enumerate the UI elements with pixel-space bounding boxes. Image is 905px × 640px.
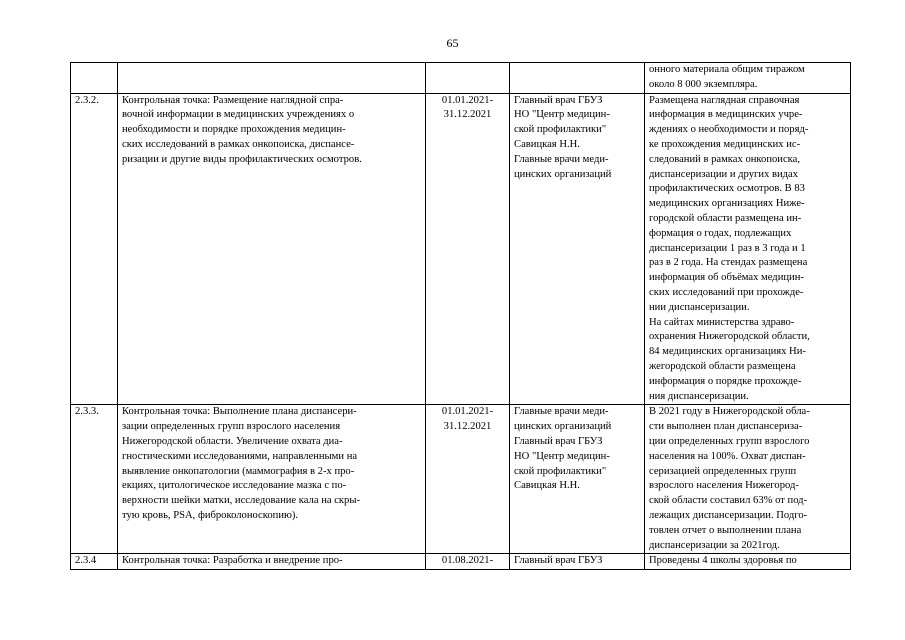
table-row	[71, 554, 851, 570]
item-number-cell	[71, 63, 118, 94]
responsible-cell	[510, 63, 645, 94]
table-row	[71, 405, 851, 554]
dates-cell: 01.01.2021- 31.12.2021	[426, 93, 510, 405]
dates-cell	[426, 63, 510, 94]
responsible-cell: Главные врачи меди- цинских организаций Главный врач ГБУЗ НО "Центр медицин- ской профилактики" Савицкая Н.Н.	[510, 405, 645, 554]
result-cell: Размещена наглядная справочная информация в медицинских учре- ждениях о необходимости и поряд- ке прохождения медицинских ис- следований в рамках онкопоиска, диспансеризации и других видах профилактических осмотров. В 83 медицинских организациях Ниже- городской области размещена ин- формация о годах, подлежащих диспансеризации 1 раз в 3 года и 1 раз в 2 года. На стендах размещена информация об объёмах медицин- ских исследований при прохожде- нии диспансеризации. На сайтах министерства здраво- охранения Нижегородской области, 84 медицинских организациях Ни- жегородской области размещена информация о порядке прохожде- ния диспансеризации.	[645, 93, 851, 405]
control-points-table	[70, 62, 851, 570]
task-cell: Контрольная точка: Разработка и внедрение про-	[118, 554, 426, 570]
table-row	[71, 93, 851, 405]
table-row	[71, 63, 851, 94]
responsible-cell: Главный врач ГБУЗ НО "Центр медицин- ской профилактики" Савицкая Н.Н. Главные врачи меди- цинских организаций	[510, 93, 645, 405]
result-cell: В 2021 году в Нижегородской обла- сти выполнен план диспансериза- ции определенных групп взрослого населения на 100%. Охват диспан- серизацией определенных групп взрослого населения Нижегород- ской области составил 63% от под- лежащих диспансеризации. Подго- товлен отчет о выполнении плана диспансеризации за 2021год.	[645, 405, 851, 554]
dates-cell: 01.01.2021- 31.12.2021	[426, 405, 510, 554]
item-number-cell: 2.3.4	[71, 554, 118, 570]
page-number: 65	[446, 36, 459, 50]
result-cell: онного материала общим тиражом около 8 000 экземпляра.	[645, 63, 851, 94]
task-cell	[118, 63, 426, 94]
dates-cell: 01.08.2021-	[426, 554, 510, 570]
task-cell: Контрольная точка: Выполнение плана диспансери- зации определенных групп взрослого населения Нижегородской области. Увеличение охвата диа- гностическими исследованиями, направленными на выявление онкопатологии (маммография в 2-х про- екциях, цитологическое исследование мазка с по- верхности шейки матки, исследование кала на скры- тую кровь, PSA, фиброколоноскопию).	[118, 405, 426, 554]
item-number-cell: 2.3.2.	[71, 93, 118, 405]
item-number-cell: 2.3.3.	[71, 405, 118, 554]
responsible-cell: Главный врач ГБУЗ	[510, 554, 645, 570]
result-cell: Проведены 4 школы здоровья по	[645, 554, 851, 570]
task-cell: Контрольная точка: Размещение наглядной спра- вочной информации в медицинских учреждениях о необходимости и порядке прохождения медицин- ских исследований в рамках онкопоиска, диспансе- ризации и другие виды профилактических осмотров.	[118, 93, 426, 405]
